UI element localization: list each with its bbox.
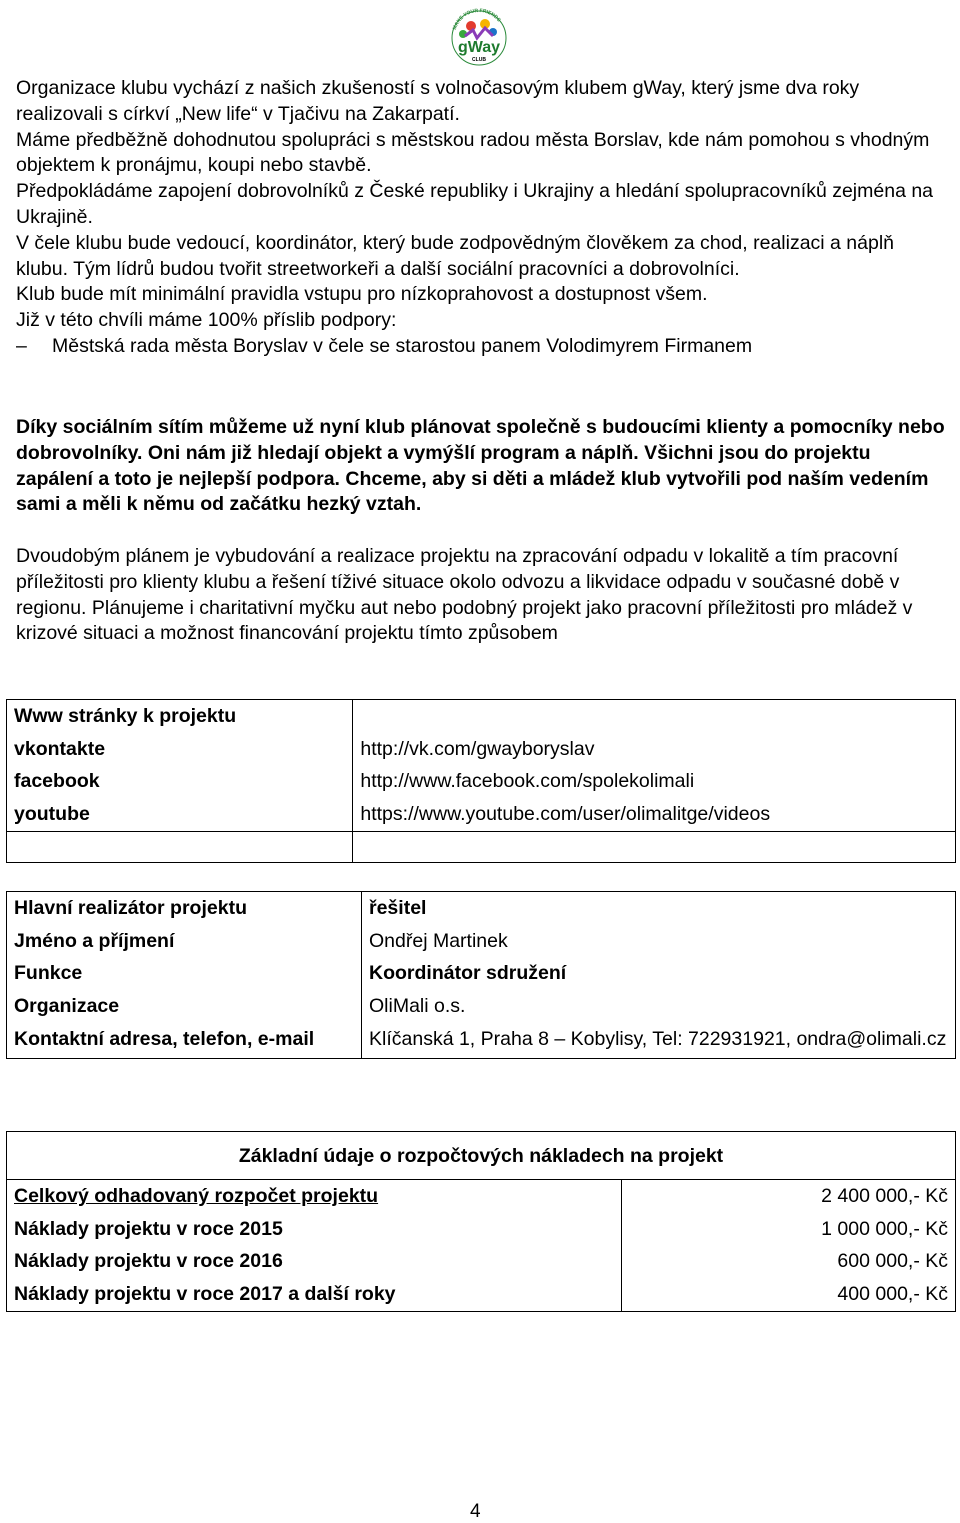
intro-line: Máme předběžně dohodnutou spolupráci s městskou radou města Borslav, kde nám pomohou s vhodným objektem k pronájmu, koupi nebo stavbě. [16, 128, 930, 177]
budget-table [6, 1131, 956, 1312]
dash-bullet: – [16, 334, 27, 357]
budget-labels-cell [7, 1180, 622, 1312]
implementer-label: Hlavní realizátor projektu [14, 897, 247, 919]
support-list-item [16, 334, 946, 360]
plan-paragraph: Dvoudobým plánem je vybudování a realizace projektu na zpracování odpadu v lokalitě a tím pracovní příležitosti pro klienty klubu a řešení tíživé situace okolo odvozu a likvidace odpadu v současné době v regionu. Plánujeme i charitativní myčku aut nebo podobný projekt jako pracovní příležitosti pro mládež v krizové situaci a možnost financování projektu tímto způsobem [16, 545, 913, 645]
organization-label: Organizace [14, 995, 120, 1018]
web-labels-cell [7, 700, 353, 832]
web-empty-cell [7, 831, 353, 862]
budget-total-label: Celkový odhadovaný rozpočet projektu [14, 1185, 379, 1207]
function-label: Funkce [14, 962, 83, 985]
vkontakte-link[interactable]: http://vk.com/gwayboryslav [360, 737, 595, 760]
web-links-table [6, 699, 956, 863]
budget-2015-label: Náklady projektu v roce 2015 [14, 1217, 283, 1240]
name-value: Ondřej Martinek [369, 929, 508, 952]
support-list-text: Městská rada města Boryslav v čele se starostou panem Volodimyrem Firmanem [52, 334, 753, 357]
web-values-cell [353, 700, 956, 832]
web-table-title: Www stránky k projektu [14, 705, 237, 727]
intro-line: Klub bude mít minimální pravidla vstupu pro nízkoprahovost a dostupnost všem. [16, 283, 708, 306]
web-label-youtube: youtube [14, 803, 90, 826]
logo-main-text: gWay [457, 39, 501, 56]
implementer-value: řešitel [369, 897, 427, 919]
social-networks-paragraph: Díky sociálním sítím můžeme už nyní klub plánovat společně s budoucími klienty a pomocníky nebo dobrovolníky. Oni nám již hledají objekt a vymýšlí program a náplň. Všichni jsou do projektu zapálení a toto je nejlepší podpora. Chceme, aby si děti a mládež klub vytvořili pod naším vedením sami a měli k němu od začátku hezký vztah. [16, 416, 945, 516]
web-label-vkontakte: vkontakte [14, 737, 106, 760]
budget-table-title: Základní údaje o rozpočtových nákladech na projekt [7, 1132, 956, 1180]
budget-2016-value: 600 000,- Kč [837, 1250, 948, 1273]
budget-total-value: 2 400 000,- Kč [821, 1185, 948, 1207]
name-label: Jméno a příjmení [14, 929, 175, 952]
gway-club-logo [447, 6, 511, 68]
facebook-link[interactable]: http://www.facebook.com/spolekolimali [360, 770, 695, 793]
logo-bottom-text: CLUB [472, 57, 486, 63]
intro-section [16, 76, 946, 360]
intro-line: Předpokládáme zapojení dobrovolníků z České republiky i Ukrajiny a hledání spolupracovníků zejména na Ukrajině. [16, 180, 934, 228]
budget-values-cell [622, 1180, 956, 1312]
budget-2015-value: 1 000 000,- Kč [821, 1217, 948, 1240]
implementer-table [6, 891, 956, 1059]
contact-value: Klíčanská 1, Praha 8 – Kobylisy, Tel: 722931921, ondra@olimali.cz [369, 1027, 947, 1050]
budget-2017-value: 400 000,- Kč [837, 1283, 948, 1306]
implementer-labels-cell [7, 892, 362, 1059]
intro-line: Již v této chvíli máme 100% příslib podpory: [16, 309, 397, 332]
contact-label: Kontaktní adresa, telefon, e-mail [14, 1027, 315, 1050]
budget-2017-label: Náklady projektu v roce 2017 a další roky [14, 1283, 396, 1306]
web-empty-cell [353, 831, 956, 862]
organization-value: OliMali o.s. [369, 995, 466, 1018]
budget-2016-label: Náklady projektu v roce 2016 [14, 1250, 283, 1273]
intro-line: V čele klubu bude vedoucí, koordinátor, který bude zodpovědným člověkem za chod, realizaci a náplň klubu. Tým lídrů budou tvořit streetworkeři a další sociální pracovníci a dobrovolníci. [16, 231, 895, 280]
page-number: 4 [470, 1501, 481, 1522]
function-value: Koordinátor sdružení [369, 962, 567, 985]
intro-line: Organizace klubu vychází z našich zkušeností s volnočasovým klubem gWay, který jsme dva roky realizovali s církví „New life“ v Tjačivu na Zakarpatí. [16, 77, 860, 125]
youtube-link[interactable]: https://www.youtube.com/user/olimalitge/videos [360, 803, 771, 826]
implementer-values-cell [362, 892, 956, 1059]
web-label-facebook: facebook [14, 770, 100, 793]
logo-top-text: MAKE YOUR FRIENDS [451, 7, 502, 31]
